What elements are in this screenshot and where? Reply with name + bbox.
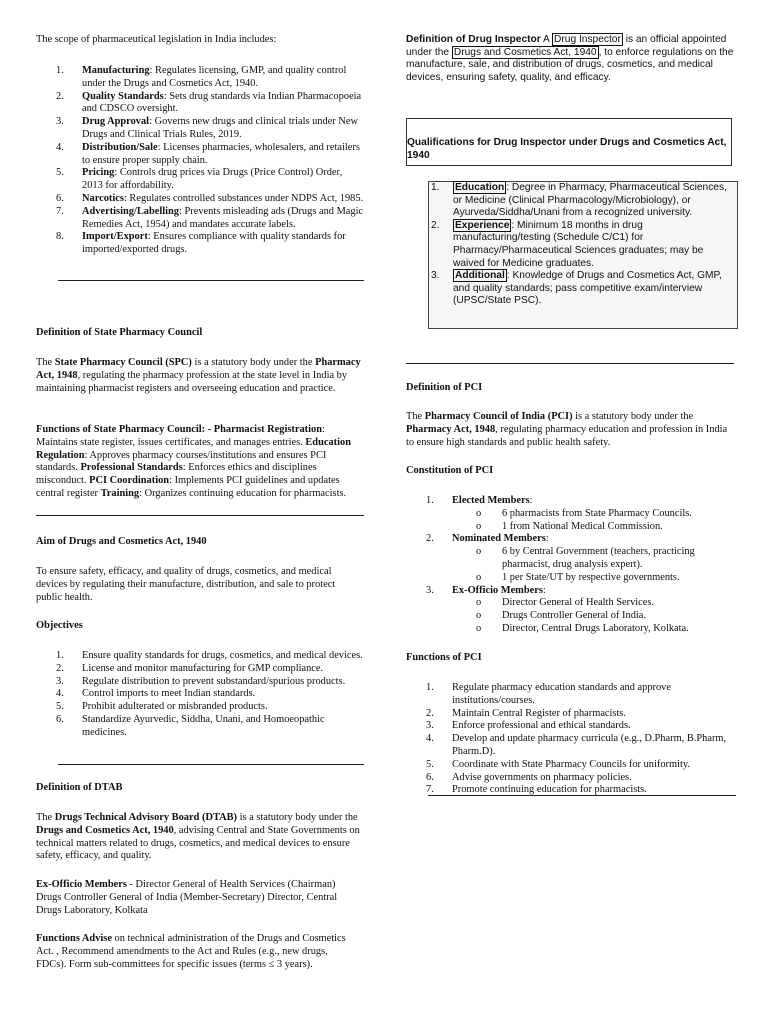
list-item: 1. Education : Degree in Pharmacy, Pharmaceutical Sciences, or Medicine (Clinical Pharmacology/Microbiology), or Ayurveda/Siddha/Unani from a recognized university. [431,182,727,219]
list-item: 6. Standardize Ayurvedic, Siddha, Unani, and Homoeopathic medicines. [56,713,325,738]
list-item: 3. Regulate distribution to prevent substandard/spurious products. [56,675,346,687]
divider [36,515,364,516]
drug-inspector-definition: Definition of Drug Inspector A Drug Inspector is an official appointed under the Drugs and Cosmetics Act, 1940 , to enforce regulations on the manufacture, sale, and distribution of drugs, cosmetics, and medical devices, ensuring safety, quality, and efficacy. [406,34,734,83]
dtab-members: Ex-Officio Members - Director General of Health Services (Chairman) Drugs Controller General of India (Member-Secretary) Director, Central Drugs Laboratory, Kolkata [36,879,338,916]
list-item: 3. Ex-Officio Members: [426,584,546,596]
dtab-heading: Definition of DTAB [36,782,123,793]
constitution-list [406,495,736,636]
list-item: o 1 per State/UT by respective governments. [476,571,680,583]
sub-list-wrap [406,546,736,584]
list-item: 6. Narcotics: Regulates controlled substances under NDPS Act, 1985. [56,192,364,204]
objectives-heading: Objectives [36,620,83,631]
list-item: o Drugs Controller General of India. [476,610,646,622]
pci-definition: The Pharmacy Council of India (PCI) is a statutory body under the Pharmacy Act, 1948, regulating pharmacy education and profession in India to ensure high standards and public health safety. [406,411,728,448]
list-item: 2. Maintain Central Register of pharmacists. [426,707,626,719]
list-item: 1. Ensure quality standards for drugs, cosmetics, and medical devices. [56,650,363,661]
spc-definition: The State Pharmacy Council (SPC) is a statutory body under the Pharmacy Act, 1948, regulating the pharmacy profession at the state level in India by maintaining pharmacist registers and overseeing education and practice. [36,357,361,394]
spc-functions: Functions of State Pharmacy Council: - Pharmacist Registration: Maintains state register, issues certificates, and manages entries. Education Regulation: Approves pharmacy courses/institutions and ensures PCI standards. Professional Standards: Enforces ethics and disciplines misconduct. PCI Coordination: Implements PCI guidelines and updates central register Training: Organizes continuing education for pharmacists. [36,424,351,499]
list-item: 2. Nominated Members: [426,533,549,545]
qualifications-box [428,181,738,329]
divider [428,795,736,796]
list-item: 5. Prohibit adulterated or misbranded products. [56,701,268,713]
scope-list [36,65,364,257]
qualifications-heading-box [406,118,732,166]
list-item: 5. Pricing: Controls drug prices via Drugs (Price Control) Order, 2013 for affordability. [56,167,343,192]
list-item: 3. Drug Approval: Governs new drugs and clinical trials under New Drugs and Clinical Trials Rules, 2019. [56,116,358,140]
constitution-heading: Constitution of PCI [406,465,494,476]
functions-heading: Functions of PCI [406,652,482,663]
list-item: o Director General of Health Services. [476,597,655,609]
list-item: 4. Develop and update pharmacy curricula (e.g., D.Pharm, B.Pharm, Pharm.D). [426,733,727,757]
divider [58,280,364,281]
aim-text: To ensure safety, efficacy, and quality of drugs, cosmetics, and medical devices by regulating their manufacture, distribution, and sale to protect public health. [36,566,336,603]
objectives-list [36,650,364,740]
dtab-definition: The Drugs Technical Advisory Board (DTAB) is a statutory body under the Drugs and Cosmetics Act, 1940, advising Central and State Governments on technical matters related to drugs, cosmetics, and medical devices to ensure safety, efficacy, and quality. [36,812,360,862]
scope-intro: The scope of pharmaceutical legislation in India includes: [36,34,277,45]
list-item: 3. Additional : Knowledge of Drugs and Cosmetics Act, GMP, and quality standards; pass competitive exam/interview (UPSC/State PSC). [431,270,722,307]
aim-heading: Aim of Drugs and Cosmetics Act, 1940 [36,536,207,547]
list-item: 1. Regulate pharmacy education standards and approve institutions/courses. [426,682,671,706]
list-item: 1. Manufacturing: Regulates licensing, GMP, and quality control under the Drugs and Cosmetics Act, 1940. [56,65,347,89]
list-item: 2. License and monitor manufacturing for GMP compliance. [56,662,324,674]
sub-list-wrap [406,508,736,534]
list-item: 2. Experience : Minimum 18 months in drug manufacturing/testing (Schedule C/C1) for Pharmacy/Pharmaceutical Sciences graduates; may be waived for Medicine graduates. [431,219,704,269]
list-item: o 6 by Central Government (teachers, practicing pharmacist, drug analysis expert). [476,546,695,570]
list-item: 6. Advise governments on pharmacy policies. [426,771,632,783]
list-item: 3. Enforce professional and ethical standards. [426,720,631,732]
list-item: 8. Import/Export: Ensures compliance with quality standards for imported/exported drugs. [56,231,346,256]
list-item: 4. Distribution/Sale: Licenses pharmacies, wholesalers, and retailers to ensure proper supply chain. [56,141,360,166]
pci-heading: Definition of PCI [406,382,483,393]
list-item: 5. Coordinate with State Pharmacy Councils for uniformity. [426,758,690,770]
list-item: 2. Quality Standards: Sets drug standards via Indian Pharmacopoeia and CDSCO oversight. [56,90,362,115]
drug-inspector-heading: Definition of Drug Inspector [406,34,541,45]
list-item: o 6 pharmacists from State Pharmacy Councils. [476,507,692,519]
functions-list [406,682,736,797]
qualifications-heading: Qualifications for Drug Inspector under Drugs and Cosmetics Act, 1940 [407,137,727,161]
divider [58,764,364,765]
list-item: 4. Control imports to meet Indian standards. [56,688,256,700]
list-item: 1. Elected Members: [426,495,533,506]
dtab-functions: Functions Advise on technical administration of the Drugs and Cosmetics Act. , Recommend amendments to the Act and Rules (e.g., new drugs, FDCs). Form sub-committees for specific issues (terms ≤ 3 years). [36,933,346,970]
list-item: 7. Advertising/Labelling: Prevents misleading ads (Drugs and Magic Remedies Act, 1954) and mandates accurate labels. [56,205,364,230]
spc-heading: Definition of State Pharmacy Council [36,327,203,338]
list-item: o 1 from National Medical Commission. [476,520,663,532]
sub-list-wrap [406,597,736,635]
list-item: o Director, Central Drugs Laboratory, Kolkata. [476,622,689,634]
qualifications-list [429,182,737,308]
divider [406,363,734,364]
list-item: 7. Promote continuing education for pharmacists. [426,784,647,796]
